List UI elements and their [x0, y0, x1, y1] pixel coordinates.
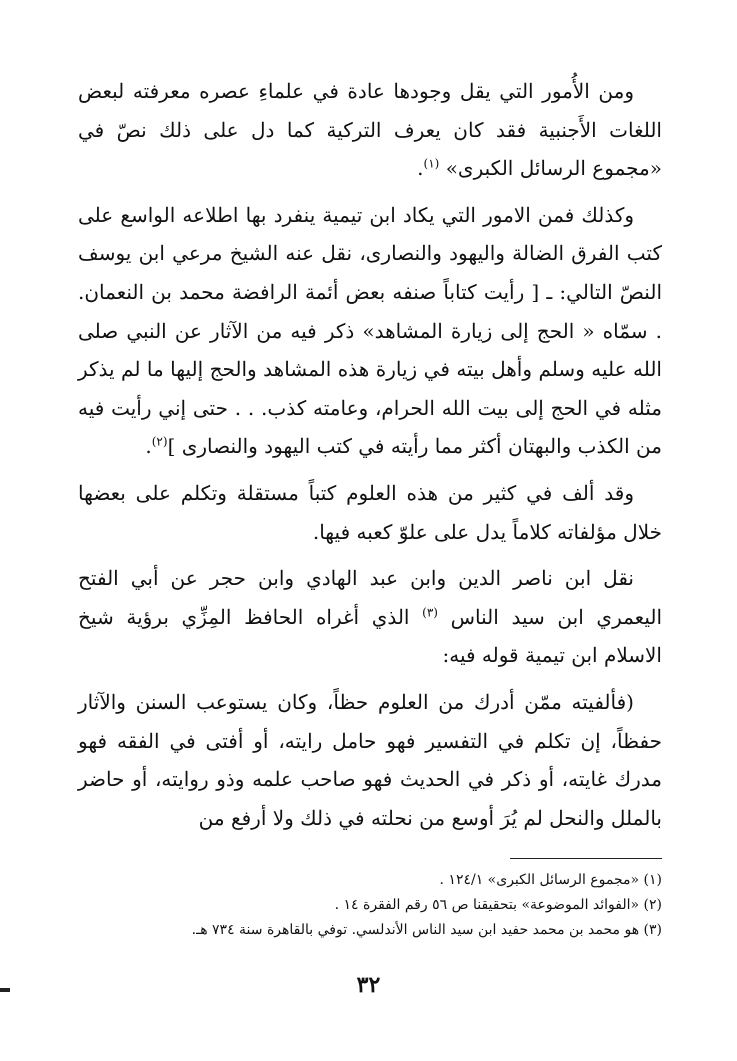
- paragraph-turkish-knowledge: [78, 72, 662, 188]
- paragraph-sects-knowledge: [78, 196, 662, 466]
- scan-edge-mark: [0, 988, 10, 992]
- sentence-period: .: [145, 434, 152, 459]
- sentence-period: .: [417, 156, 424, 181]
- footnote-ref-2: (٢): [151, 434, 168, 449]
- paragraph-text: ومن الأُمور التي يقل وجودها عادة في علماءِ عصره معرفته لبعض اللغات الأَجنبية فقد كان يعرف التركية كما دل على ذلك نصّ في «مجموع الرسائل الكبرى»: [78, 79, 662, 181]
- footnote-ref-3: (٣): [422, 605, 438, 620]
- paragraph-transmission: [78, 559, 662, 675]
- footnotes: [78, 868, 662, 943]
- main-text: [78, 72, 662, 837]
- paragraph-authored-books: [78, 474, 662, 551]
- page-number: ٣٢: [356, 972, 381, 998]
- footnote-2: (٢) «الفوائد الموضوعة» بتحقيقنا ص ٥٦ رقم الفقرة ١٤ .: [334, 897, 662, 913]
- footnote-ref-1: (١): [423, 156, 440, 171]
- paragraph-text: (فألفيته ممّن أدرك من العلوم حظاً، وكان يستوعب السنن والآثار حفظاً، إن تكلم في التفسير فهو حامل رايته، أو أفتى في الفقه فهو مدرك غايته، أو ذكر في الحديث فهو صاحب علمه وذو روايته، أو حاضر بالملل والنحل لم يُرَ أوسع من نحلته في ذلك ولا أرفع من: [78, 689, 662, 830]
- footnote-3: (٣) هو محمد بن محمد حفيد ابن سيد الناس الأندلسي. توفي بالقاهرة سنة ٧٣٤ هـ.: [191, 922, 662, 938]
- footnote-separator: [510, 858, 662, 859]
- paragraph-text: وكذلك فمن الامور التي يكاد ابن تيمية ينفرد بها اطلاعه الواسع على كتب الفرق الضالة واليهود والنصارى، نقل عنه الشيخ مرعي ابن يوسف النصّ التالي: ـ [ رأيت كتاباً صنفه بعض أئمة الرافضة محمد بن النعمان. . سمّاه « الحج إلى زيارة المشاهد» ذكر فيه من الآثار عن النبي صلى الله عليه وسلم وأهل بيته في زيارة هذه المشاهد والحج إليها ما لم يذكر مثله في الحج إلى بيت الله الحرام، وعامته كذب. . . حتى إني رأيت فيه من الكذب والبهتان أكثر مما رأيته في كتب اليهود والنصارى ]: [78, 202, 662, 459]
- paragraph-text-continued: الذي أغراه الحافظ المِزِّي برؤية شيخ الاسلام ابن تيمية قوله فيه:: [78, 604, 662, 668]
- paragraph-quotation: [78, 683, 662, 837]
- paragraph-text: وقد ألف في كثير من هذه العلوم كتباً مستقلة وتكلم على بعضها خلال مؤلفاته كلاماً يدل على علوّ كعبه فيها.: [78, 480, 662, 544]
- footnote-1: (١) «مجموع الرسائل الكبرى» ١٢٤/١ .: [439, 872, 662, 888]
- paragraph-text: نقل ابن ناصر الدين وابن عبد الهادي وابن حجر عن أبي الفتح اليعمري ابن سيد الناس: [78, 566, 663, 629]
